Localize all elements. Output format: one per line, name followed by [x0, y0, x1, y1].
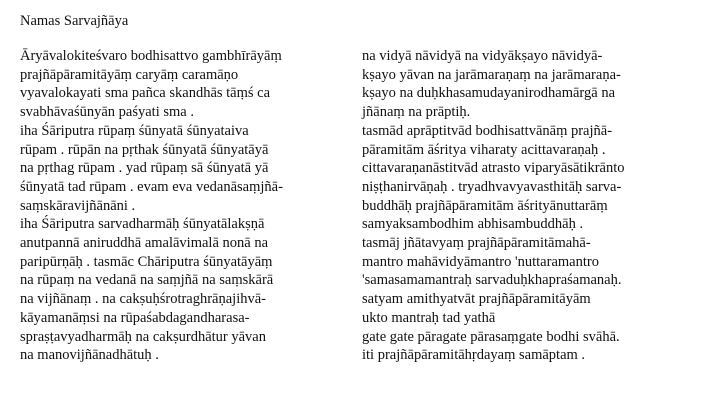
text-line: kṣayo yāvan na jarāmaraṇaṃ na jarāmaraṇa- [362, 66, 621, 83]
document-heading: Namas Sarvajñāya [20, 13, 129, 29]
text-line: kṣayo na duḥkhasamudayanirodhamārgā na [362, 85, 615, 102]
text-line: na rūpaṃ na vedanā na saṃjñā na saṃskārā [20, 272, 274, 289]
right-text-column [362, 47, 702, 365]
text-line: satyam amithyatvāt prajñāpāramitāyām [362, 291, 591, 308]
left-text-column [20, 47, 358, 365]
text-line: rūpam . rūpān na pṛthak śūnyatā śūnyatāyā [20, 141, 269, 158]
text-line: na vijñānaṃ . na cakṣuḥśrotraghrāṇajihvā- [20, 291, 267, 308]
text-line: prajñāpāramitāyāṃ caryāṃ caramāṇo [20, 66, 239, 83]
text-line: niṣṭhanirvāṇaḥ . tryadhvavyavasthitāḥ sarva- [362, 178, 622, 195]
text-line: kāyamanāṃsi na rūpaśabdagandharasa- [20, 309, 250, 326]
text-line: 'samasamamantraḥ sarvaduḥkhapraśamanaḥ. [362, 272, 622, 289]
text-line: paripūrṇāḥ . tasmāc Chāriputra śūnyatāyāṃ [20, 253, 273, 270]
text-line: na pṛthag rūpam . yad rūpaṃ sā śūnyatā yā [20, 160, 269, 177]
text-line: iha Śāriputra rūpaṃ śūnyatā śūnyataiva [20, 122, 249, 139]
text-line: tasmāj jñātavyaṃ prajñāpāramitāmahā- [362, 235, 591, 252]
text-line: spraṣṭavyadharmāḥ na cakṣurdhātur yāvan [20, 328, 266, 345]
text-line: buddhāḥ prajñāpāramitām āśrityānuttarāṃ [362, 197, 608, 214]
text-line: śūnyatā tad rūpam . evam eva vedanāsaṃjñā- [20, 178, 283, 195]
text-line: Āryāvalokiteśvaro bodhisattvo gambhīrāyāṃ [20, 48, 282, 64]
text-line: samyaksambodhim abhisambuddhāḥ . [362, 216, 584, 233]
text-line: gate gate pāragate pārasaṃgate bodhi svāhā. [362, 328, 620, 345]
text-line: iha Śāriputra sarvadharmāḥ śūnyatālakṣṇā [20, 216, 265, 233]
text-line: tasmād aprāptitvād bodhisattvānāṃ prajñā- [362, 122, 613, 139]
text-line: vyavalokayati sma pañca skandhās tāṃś ca [20, 85, 271, 102]
text-line: pāramitām āśritya viharaty acittavaraṇaḥ . [362, 141, 606, 158]
text-line: jñānaṃ na prāptiḥ. [362, 104, 471, 121]
text-line: anutpannā aniruddhā amalāvimalā nonā na [20, 235, 269, 252]
text-line: cittavaraṇanāstitvād atrasto viparyāsātikrānto [362, 160, 625, 177]
text-line: mantro mahāvidyāmantro 'nuttaramantro [362, 253, 599, 270]
text-line: svabhāvaśūnyān paśyati sma . [20, 104, 194, 121]
text-line: saṃskāravijñānāni . [20, 197, 136, 214]
text-line: iti prajñāpāramitāhṛdayaṃ samāptam . [362, 347, 586, 364]
text-line: ukto mantraḥ tad yathā [362, 309, 496, 326]
text-line: na vidyā nāvidyā na vidyākṣayo nāvidyā- [362, 48, 603, 64]
text-line: na manovijñānadhātuḥ . [20, 347, 159, 364]
